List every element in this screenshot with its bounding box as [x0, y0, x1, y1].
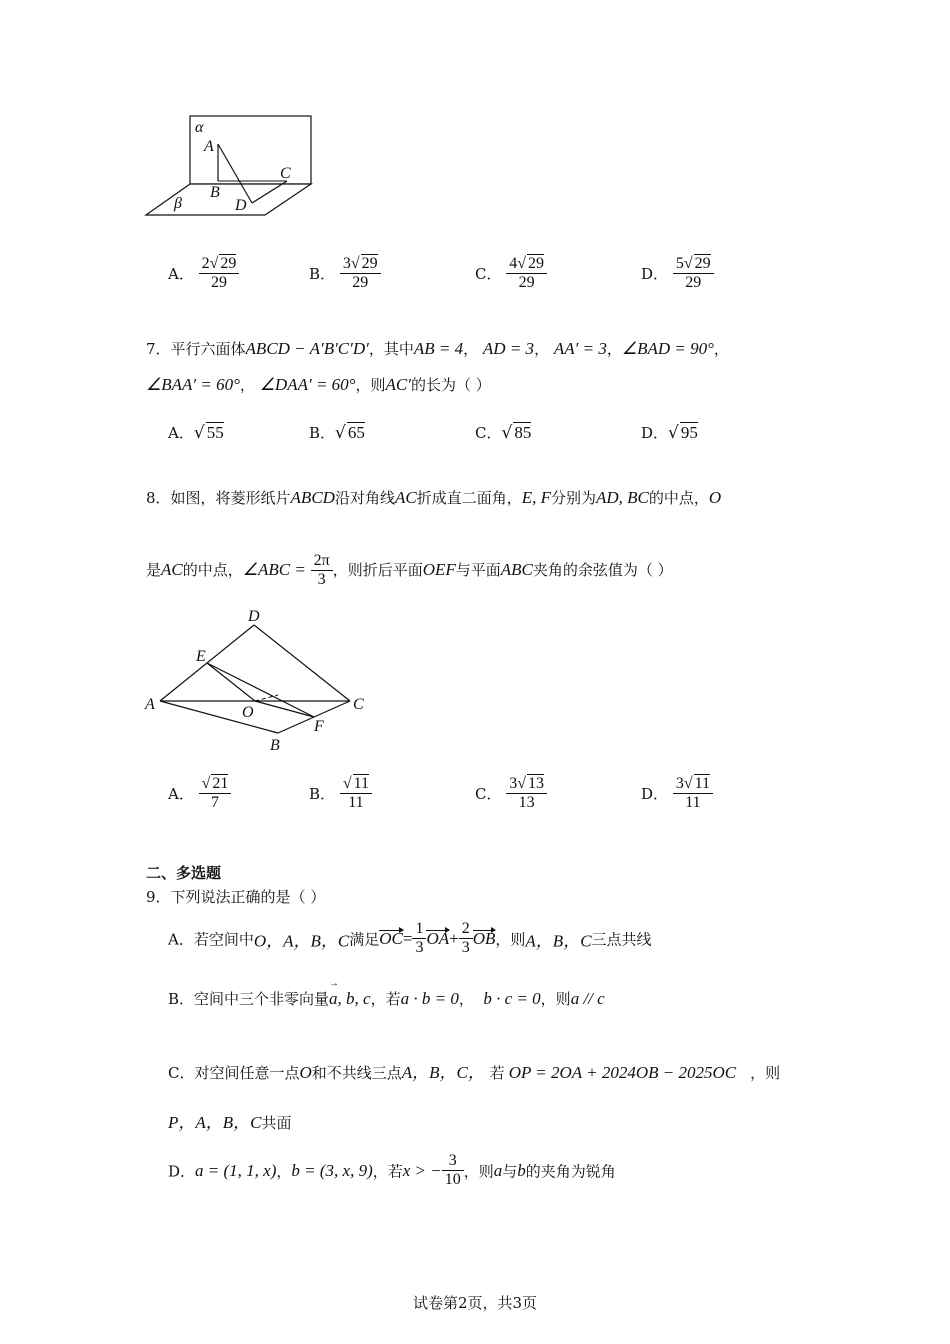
q8-label-B: B [270, 737, 280, 754]
q6-option-a[interactable]: A． $\frac{2√ 29}{29}$ [168, 254, 239, 293]
q8-option-a[interactable]: A． $\frac{√ 21}{7}$ [168, 774, 231, 813]
q8-option-d[interactable]: D． $\frac{3√ 11}{11}$ [641, 774, 713, 813]
q9-stem: 9．下列说法正确的是（ ） [146, 888, 326, 906]
q8-label-E: E [196, 648, 206, 665]
q8-option-c[interactable]: C． $\frac{3√ 13}{13}$ [475, 774, 547, 813]
q8-stem-line2: 是AC的中点，∠ABC = $\frac{2\pi}{3}$ ，则折后平面OEF与平面ABC夹角的余弦值为（ ） [146, 552, 673, 589]
q8-label-F: F [314, 718, 324, 735]
q7-option-c[interactable]: C．√ 85 [475, 423, 532, 443]
q7-stem-line2: ∠BAA′ = 60°， ∠DAA′ = 60°，则AC′的长为（ ） [146, 375, 491, 394]
q9-option-d[interactable]: D．a = (1, 1, x)，b = (3, x, 9)，若x > − $\frac{3}{10}$ ，则a与b的夹角为锐角 [168, 1152, 616, 1189]
q6-figure [140, 110, 330, 220]
q8-figure [140, 605, 380, 755]
q6-option-d[interactable]: D． $\frac{5√ 29}{29}$ [641, 254, 714, 293]
q9-option-b[interactable]: B．空间中三个非零向量→ a, b, c，若a · b = 0， b · c = 0，则a // c [168, 988, 605, 1009]
label-beta: β [174, 195, 182, 212]
section-heading: 二、多选题 [146, 864, 222, 882]
q7-option-a[interactable]: A．√ 55 [168, 423, 224, 443]
q9-option-c-line2: P，A，B，C共面 [168, 1113, 292, 1132]
q9-option-a[interactable]: A．若空间中O，A，B，C满足OC= $\frac{1}{3}$ OA+ $\frac{2}{3}$ OB，则A，B，C三点共线 [168, 920, 652, 957]
label-alpha: α [195, 119, 204, 136]
q7-option-d[interactable]: D．√ 95 [641, 423, 698, 443]
q7-stem-line1: 7．平行六面体ABCD − A′B′C′D′，其中AB = 4， AD = 3， AA′ = 3，∠BAD = 90°， [146, 339, 729, 358]
page-footer: 试卷第2页，共3页 [412, 1294, 538, 1312]
q6-option-c[interactable]: C． $\frac{4√ 29}{29}$ [475, 254, 547, 293]
q8-label-C: C [353, 696, 364, 713]
label-D: D [235, 197, 247, 214]
q7-option-b[interactable]: B．√ 65 [309, 423, 365, 443]
q8-stem-line1: 8．如图，将菱形纸片ABCD沿对角线AC折成直二面角，E, F分别为AD, BC的中点，O [146, 488, 722, 507]
label-C: C [280, 165, 291, 182]
q6-option-b[interactable]: B． $\frac{3√ 29}{29}$ [309, 254, 381, 293]
label-B: B [210, 184, 220, 201]
label-A: A [204, 138, 214, 155]
q8-option-b[interactable]: B． $\frac{√ 11}{11}$ [309, 774, 372, 813]
q8-label-A: A [145, 696, 155, 713]
q8-label-D: D [248, 608, 260, 625]
q8-label-O: O [242, 704, 254, 721]
q9-option-c[interactable]: C．对空间任意一点O和不共线三点A，B，C， 若 OP = 2OA + 2024OB − 2025OC ，则 [168, 1063, 781, 1082]
